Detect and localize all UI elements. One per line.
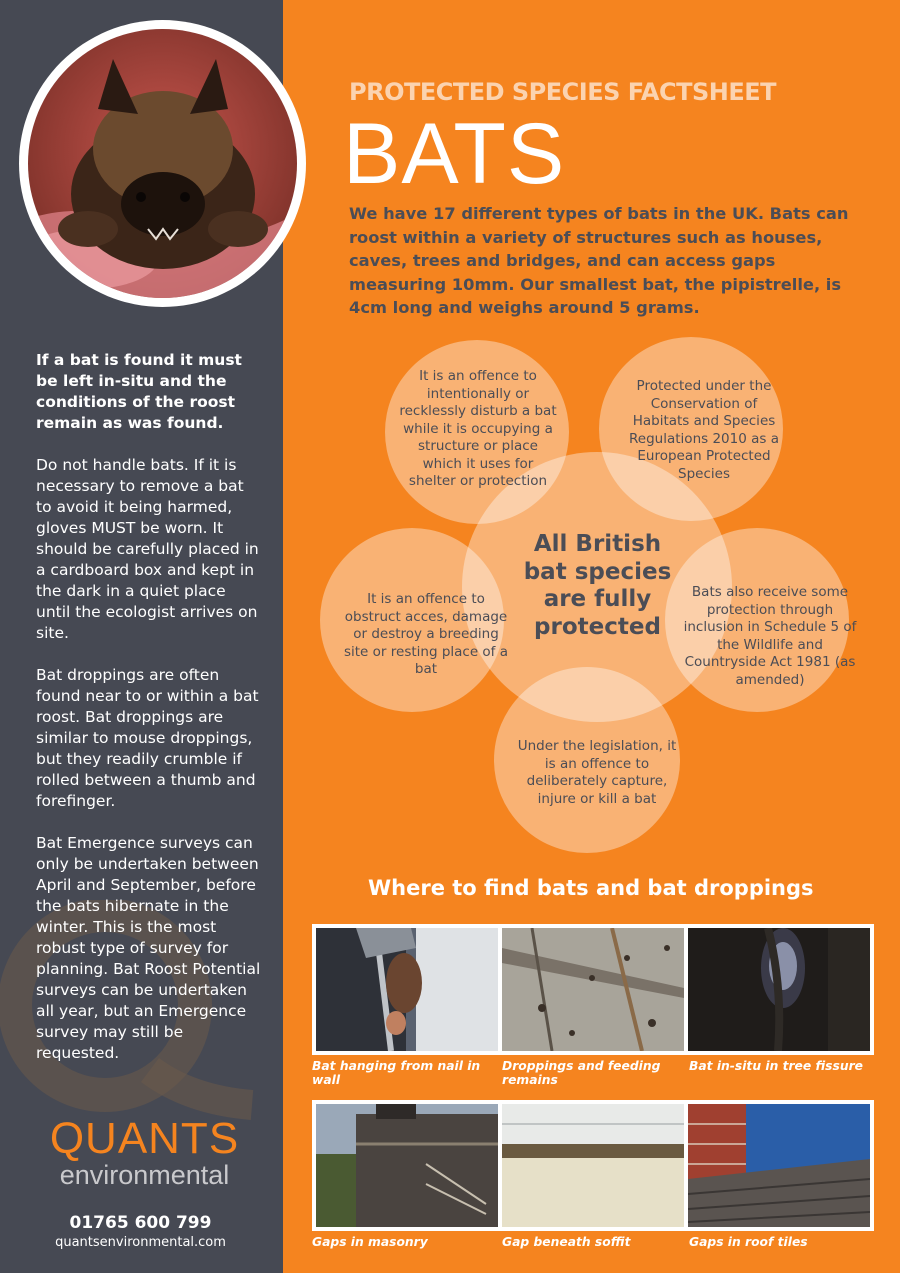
caption-roof-tiles: Gaps in roof tiles <box>689 1235 808 1249</box>
venn-circle-center <box>462 452 732 722</box>
photo-droppings <box>502 928 684 1051</box>
sidebar-para-droppings: Bat droppings are often found near to or within a bat roost. Bat droppings are similar to mouse droppings, but they readily crumble if rolled between a thumb and forefinger. <box>36 666 259 810</box>
caption-masonry: Gaps in masonry <box>312 1235 428 1249</box>
venn-text-top-left: It is an offence to intentionally or recklessly disturb a bat while it is occupying a structure or place which it uses for shelter or protection <box>399 368 557 489</box>
bat-photo <box>28 29 297 298</box>
company-logo <box>32 1114 257 1190</box>
intro-paragraph: We have 17 different types of bats in the UK. Bats can roost within a variety of structures such as houses, caves, trees and bridges, and can access gaps measuring 10mm. Our smallest bat, the pipistrelle, is 4cm long and weighs around 5 grams. <box>349 204 849 317</box>
photo-tree-fissure <box>688 928 870 1051</box>
droppings-image-icon <box>502 928 684 1051</box>
sidebar-text <box>36 350 261 1085</box>
bat-photo-frame <box>19 20 306 307</box>
photo-row-2 <box>312 1100 874 1231</box>
tree-fissure-image-icon <box>688 928 870 1051</box>
photo-masonry <box>316 1104 498 1227</box>
page-title: BATS <box>343 106 566 202</box>
bat-on-wall-image-icon <box>316 928 498 1051</box>
contact-block <box>28 1212 253 1252</box>
venn-circle-bottom <box>494 667 680 853</box>
photo-row-1 <box>312 924 874 1055</box>
caption-soffit: Gap beneath soffit <box>502 1235 631 1249</box>
caption-droppings: Droppings and feeding remains <box>502 1059 661 1087</box>
roof-tiles-image-icon <box>688 1104 870 1227</box>
venn-text-right: Bats also receive some protection through inclusion in Schedule 5 of the Wildlife and Countryside Act 1981 (as amended) <box>683 584 857 688</box>
venn-text-top-right: Protected under the Conservation of Habitats and Species Regulations 2010 as a European Protected Species <box>629 378 779 482</box>
factsheet-subtitle: PROTECTED SPECIES FACTSHEET <box>349 78 776 106</box>
logo-sub-text: environmental <box>59 1160 230 1190</box>
photo-bat-hanging <box>316 928 498 1051</box>
venn-circle-top-right <box>599 337 783 521</box>
bat-image-icon <box>28 29 297 298</box>
venn-circle-right <box>665 528 849 712</box>
venn-text-left: It is an offence to obstruct acces, damage or destroy a breeding site or resting place of a bat <box>343 591 509 677</box>
venn-circle-top-left <box>385 340 569 524</box>
sidebar-para-surveys: Bat Emergence surveys can only be undertaken between April and September, before the bats hibernate in the winter. This is the most robust type of survey for planning. Bat Roost Potential surveys can be undertaken all year, but an Emergence survey may still be requested. <box>36 834 261 1062</box>
website-link[interactable]: quantsenvironmental.com <box>55 1235 226 1250</box>
photo-soffit <box>502 1104 684 1227</box>
venn-circle-left <box>320 528 504 712</box>
sidebar-para-handling: Do not handle bats. If it is necessary to remove a bat to avoid it being harmed, gloves MUST be worn. It should be carefully placed in a cardboard box and kept in the dark in a quiet place until the ecologist arrives on site. <box>36 456 259 642</box>
phone-number[interactable]: 01765 600 799 <box>69 1213 212 1233</box>
masonry-image-icon <box>316 1104 498 1227</box>
caption-tree-fissure: Bat in-situ in tree fissure <box>689 1059 863 1073</box>
photo-roof-tiles <box>688 1104 870 1227</box>
venn-center-text: All British bat species are fully protected <box>523 531 672 640</box>
sidebar-para-in-situ: If a bat is found it must be left in-situ and the conditions of the roost remain as was found. <box>36 351 242 432</box>
gallery-heading: Where to find bats and bat droppings <box>368 876 814 900</box>
soffit-image-icon <box>502 1104 684 1227</box>
caption-bat-hanging: Bat hanging from nail in wall <box>312 1059 481 1087</box>
logo-main-text: QUANTS <box>49 1114 240 1163</box>
venn-text-bottom: Under the legislation, it is an offence to deliberately capture, injure or kill a bat <box>517 738 677 807</box>
